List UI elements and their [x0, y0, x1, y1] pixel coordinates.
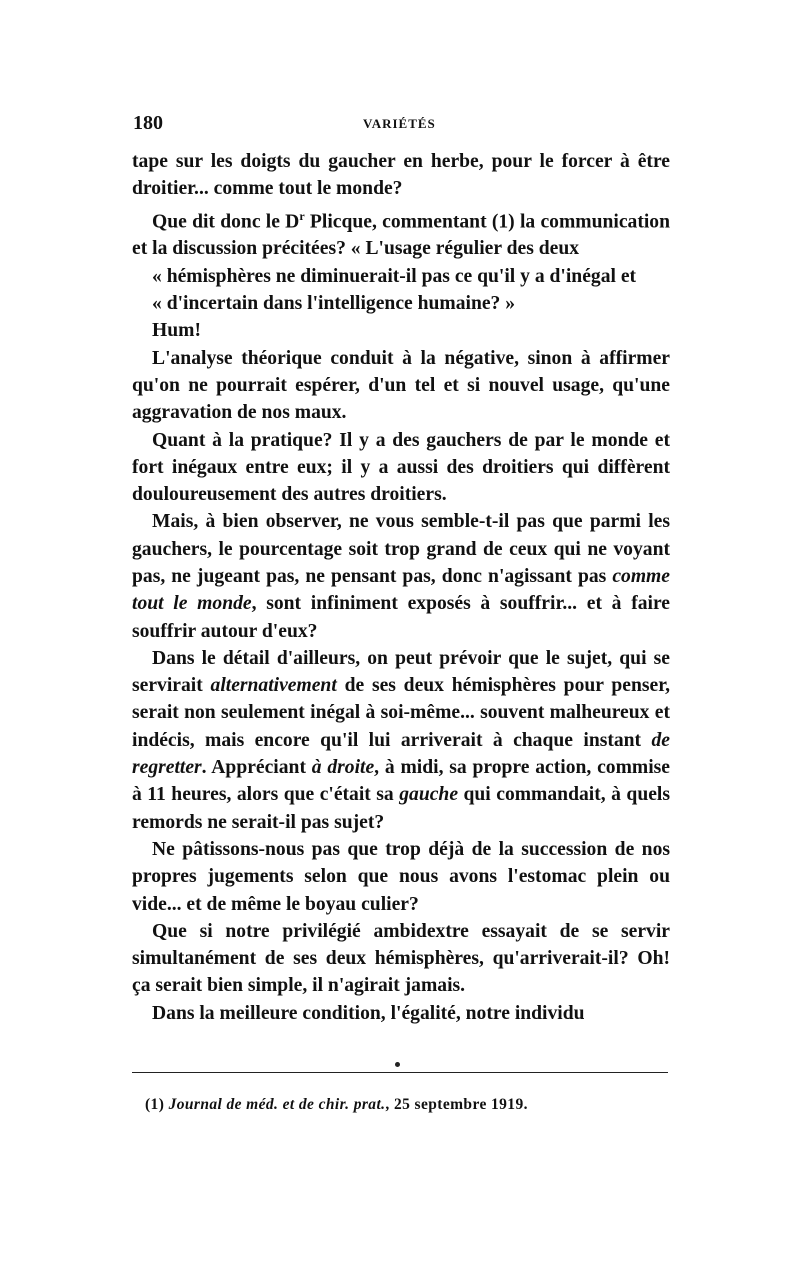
paragraph-6-lead: Mais, à bien observer, ne vous semble-t-il pas que parmi les gauchers, le pourcentage soit trop grand de ceux qui ne voyant pas, ne jugeant pas, ne pensant pas, donc n'agissant pas	[132, 511, 670, 587]
paragraph-7-text-2: . Appréciant	[201, 757, 312, 779]
paragraph-6	[132, 508, 670, 644]
paragraph-7-italic-2: de regretter	[132, 729, 670, 779]
paragraph-8: Ne pâtissons-nous pas que trop déjà de la succession de nos propres jugements selon que nous avons l'estomac plein ou vide... et de même le boyau culier?	[132, 838, 670, 915]
paragraph-6-italic: comme tout le monde	[132, 565, 670, 615]
paragraph-7-italic-4: gauche	[399, 784, 459, 806]
paragraph-2-superscript: r	[299, 208, 305, 223]
paragraph-5: Quant à la pratique? Il y a des gauchers de par le monde et fort inégaux entre eux; il y a aussi des droitiers qui diffèrent douloureusement des autres droitiers.	[132, 429, 670, 506]
footnote-date: , 25 septembre 1919.	[385, 1096, 528, 1113]
paragraph-1: tape sur les doigts du gaucher en herbe, pour le forcer à être droitier... comme tout le monde?	[132, 151, 670, 200]
footnote	[145, 1096, 665, 1114]
body-text	[132, 148, 670, 1027]
paragraph-7-italic-1: alternativement	[210, 675, 337, 697]
paragraph-10: Dans la meilleure condition, l'égalité, notre individu	[152, 1002, 585, 1024]
running-title: VARIÉTÉS	[363, 116, 436, 131]
footnote-marker: (1)	[145, 1096, 165, 1113]
paragraph-2-lead: Que dit donc le D	[152, 211, 300, 233]
paragraph-7-text-3: , à midi, sa propre action, commise à 11 heures, alors que c'était sa	[132, 757, 670, 806]
footnote-source: Journal de méd. et de chir. prat.	[168, 1096, 386, 1113]
paragraph-4: L'analyse théorique conduit à la négative, sinon à affirmer qu'on ne pourrait espérer, d'un tel et si nouvel usage, qu'une aggravation de nos maux.	[132, 347, 670, 424]
quote-line-1: « hémisphères ne diminuerait-il pas ce qu'il y a d'inégal et	[152, 265, 637, 287]
paragraph-7-end: qui commandait, à quels remords ne serait-il pas sujet?	[132, 784, 670, 833]
ornament-dot	[395, 1062, 400, 1067]
paragraph-7	[132, 645, 670, 836]
paragraph-6-rest: , sont infiniment exposés à souffrir... et à faire souffrir autour d'eux?	[132, 593, 670, 642]
paragraph-3: Hum!	[152, 320, 201, 342]
paragraph-7-lead: Dans le détail d'ailleurs, on peut prévoir que le sujet, qui se servirait	[132, 647, 670, 697]
running-head	[133, 112, 668, 142]
page-number: 180	[133, 112, 163, 134]
quote-line-2: « d'incertain dans l'intelligence humaine? »	[152, 293, 516, 315]
paragraph-9: Que si notre privilégié ambidextre essayait de se servir simultanément de ses deux hémisphères, qu'arriverait-il? Oh! ça serait bien simple, il n'agirait jamais.	[132, 920, 670, 997]
paragraph-7-text-1: de ses deux hémisphères pour penser, serait non seulement inégal à soi-même... souvent malheureux et indécis, mais encore qu'il lui arriverait à chaque instant	[132, 675, 670, 751]
paragraph-2-rest: Plicque, commentant (1) la communication et la discussion précitées? « L'usage régulier des deux	[132, 211, 670, 260]
paragraph-7-italic-3: à droite	[311, 757, 375, 779]
footnote-rule	[132, 1072, 668, 1073]
paragraph-2	[132, 203, 670, 318]
